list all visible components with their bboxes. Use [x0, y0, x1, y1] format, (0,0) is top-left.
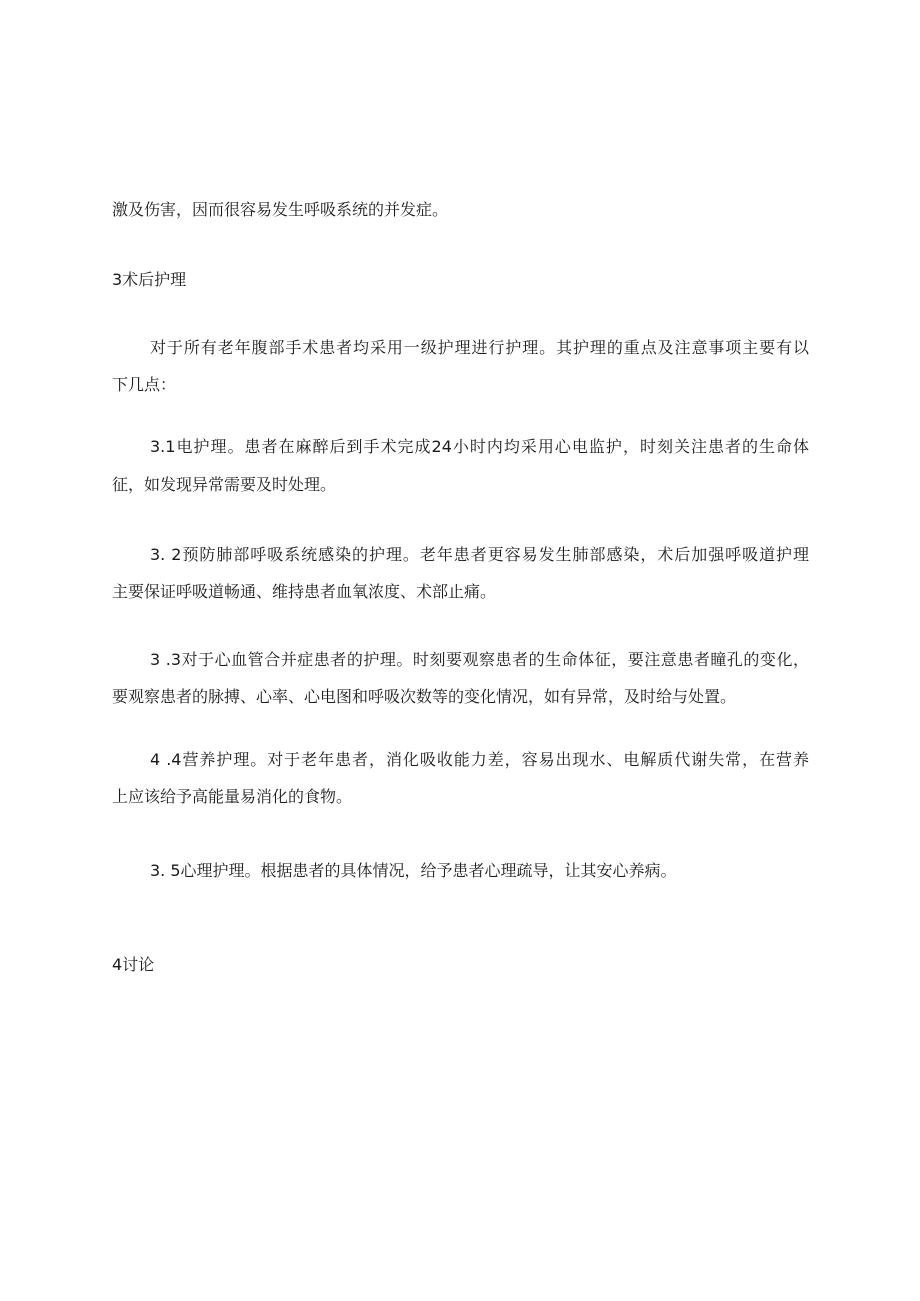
- section-heading-3: 3术后护理: [112, 270, 187, 289]
- intro-paragraph-line-2: 下几点：: [112, 375, 177, 394]
- item-3-5-line-1: 3. 5心理护理。根据患者的具体情况，给予患者心理疏导，让其安心养病。: [150, 861, 677, 880]
- item-3-3-line-2: 要观察患者的脉搏、心率、心电图和呼吸次数等的变化情况，如有异常，及时给与处置。: [112, 687, 737, 706]
- item-3-1-line-2: 征，如发现异常需要及时处理。: [112, 475, 337, 494]
- section-heading-4: 4讨论: [112, 955, 155, 974]
- item-3-1-line-1: 3.1电护理。患者在麻醉后到手术完成24小时内均采用心电监护，时刻关注患者的生命体: [150, 437, 809, 456]
- item-3-2-line-2: 主要保证呼吸道畅通、维持患者血氧浓度、术部止痛。: [112, 582, 497, 601]
- item-3-4-line-2: 上应该给予高能量易消化的食物。: [112, 787, 353, 806]
- item-3-4-line-1: 4 .4营养护理。对于老年患者，消化吸收能力差，容易出现水、电解质代谢失常，在营养: [150, 750, 809, 769]
- item-3-3-line-1: 3 .3对于心血管合并症患者的护理。时刻要观察患者的生命体征，要注意患者瞳孔的变化，: [150, 650, 809, 669]
- intro-paragraph-line-1: 对于所有老年腹部手术患者均采用一级护理进行护理。其护理的重点及注意事项主要有以: [150, 338, 809, 357]
- continuation-text: 激及伤害，因而很容易发生呼吸系统的并发症。: [112, 200, 449, 219]
- item-3-2-line-1: 3. 2预防肺部呼吸系统感染的护理。老年患者更容易发生肺部感染，术后加强呼吸道护理: [150, 545, 809, 564]
